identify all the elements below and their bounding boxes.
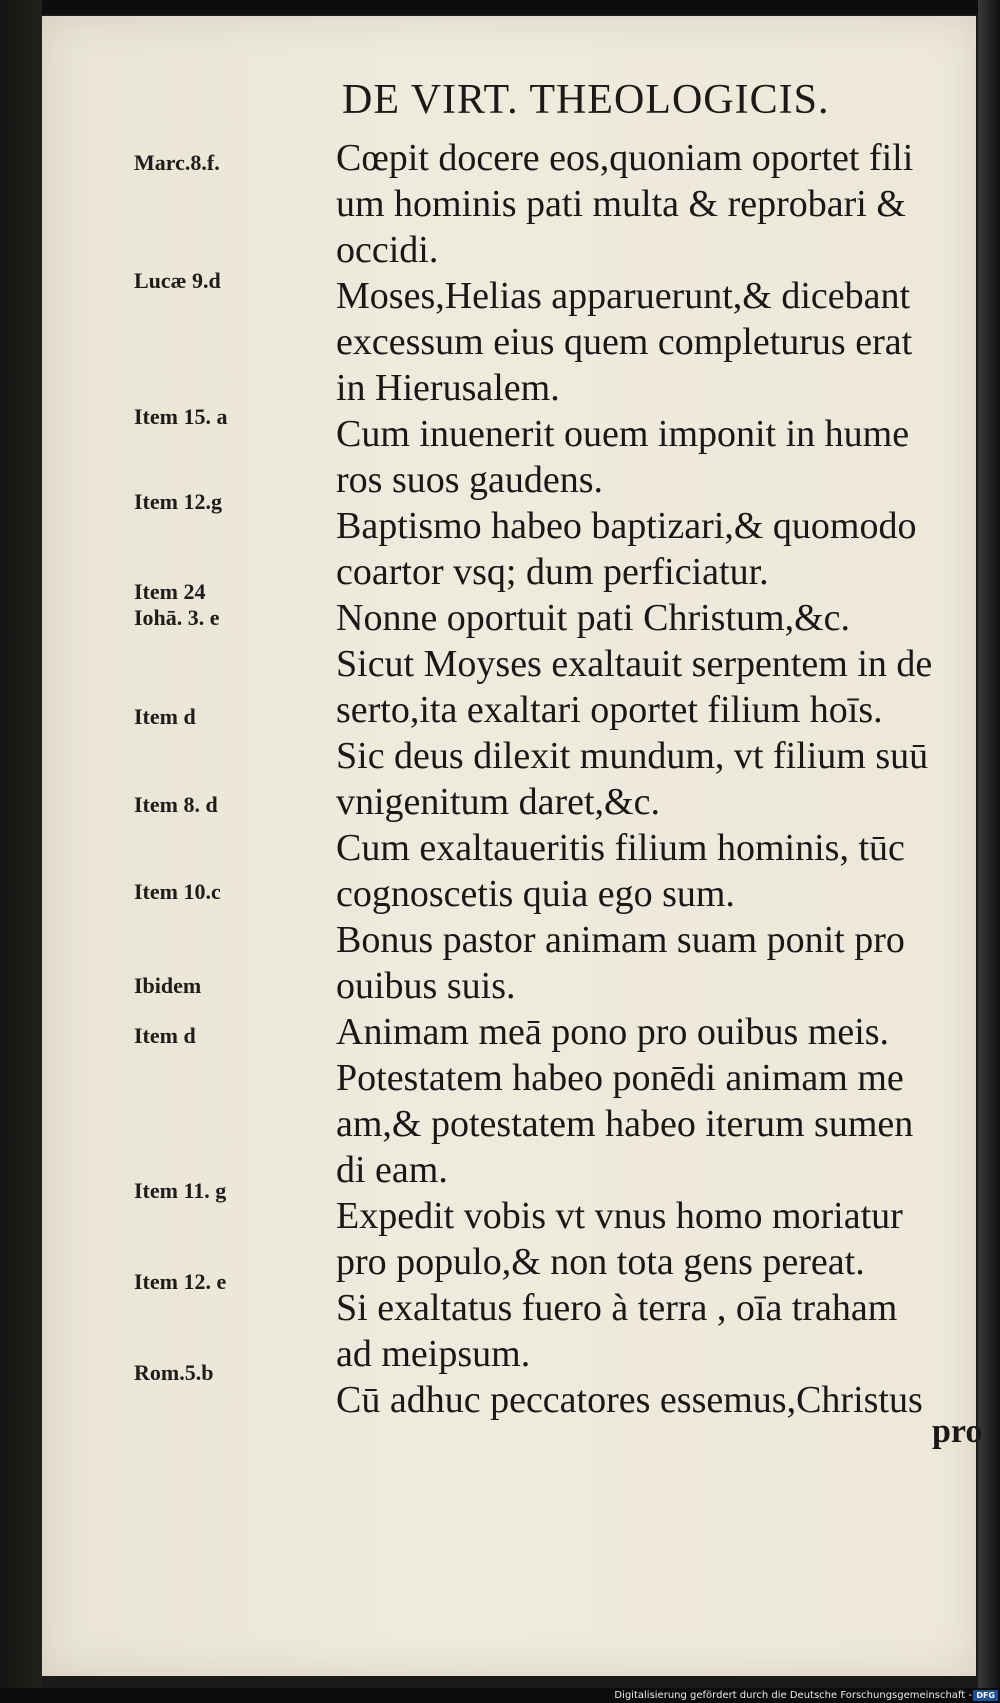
margin-note: Iohā. 3. e <box>134 605 220 630</box>
text-line: Si exaltatus fuero à terra , oīa traham <box>336 1287 898 1329</box>
text-line: pro populo,& non tota gens pereat. <box>336 1241 865 1283</box>
text-line: Moses,Helias apparuerunt,& dicebant <box>336 275 911 317</box>
text-line: in Hierusalem. <box>336 367 560 409</box>
margin-note: Lucæ 9.d <box>134 268 221 293</box>
text-line: ad meipsum. <box>336 1333 531 1375</box>
text-line: ros suos gaudens. <box>336 459 604 501</box>
text-line: excessum eius quem completurus erat <box>336 321 913 363</box>
text-line: Cum exaltaueritis filium hominis, tūc <box>336 827 905 869</box>
text-line: Cœpit docere eos,quoniam oportet fili <box>336 137 914 179</box>
text-line: Sic deus dilexit mundum, vt filium suū <box>336 735 929 777</box>
text-line: occidi. <box>336 229 439 271</box>
text-line: Animam meā pono pro ouibus meis. <box>336 1011 890 1053</box>
text-line: Nonne oportuit pati Christum,&c. <box>336 597 851 639</box>
text-line: serto,ita exaltari oportet filium hoīs. <box>336 689 883 731</box>
margin-note: Item 24 <box>134 579 206 604</box>
running-head: DE VIRT. THEOLOGICIS. <box>342 77 830 123</box>
text-line: cognoscetis quia ego sum. <box>336 873 735 915</box>
margin-note: Item 11. g <box>134 1178 227 1203</box>
digitization-credit: Digitalisierung gefördert durch die Deutsche Forschungsgemeinschaft - <box>614 1690 972 1701</box>
text-line: am,& potestatem habeo iterum sumen <box>336 1103 914 1145</box>
text-line: Potestatem habeo ponēdi animam me <box>336 1057 904 1099</box>
text-line: coartor vsq; dum perficiatur. <box>336 551 769 593</box>
margin-note: Item 8. d <box>134 792 218 817</box>
scan-left-edge <box>0 0 42 1703</box>
text-line: Bonus pastor animam suam ponit pro <box>336 919 905 961</box>
margin-note: Item 12. e <box>134 1269 227 1294</box>
text-line: Baptismo habeo baptizari,& quomodo <box>336 505 917 547</box>
text-line: Expedit vobis vt vnus homo moriatur <box>336 1195 903 1237</box>
text-line: Cum inuenerit ouem imponit in hume <box>336 413 910 455</box>
margin-note: Ibidem <box>134 973 202 998</box>
text-line: Sicut Moyses exaltauit serpentem in de <box>336 643 933 685</box>
margin-note: Item 15. a <box>134 404 228 429</box>
margin-note: Item 10.c <box>134 879 221 904</box>
margin-note: Rom.5.b <box>134 1360 214 1385</box>
margin-note: Item 12.g <box>134 489 222 514</box>
text-line: di eam. <box>336 1149 448 1191</box>
margin-note: Item d <box>134 704 196 729</box>
text-line: ouibus suis. <box>336 965 516 1007</box>
scan-top-edge <box>0 0 1000 14</box>
margin-note: Item d <box>134 1023 196 1048</box>
book-page <box>42 16 983 1676</box>
text-line: um hominis pati multa & reprobari & <box>336 183 906 225</box>
text-line: Cū adhuc peccatores essemus,Christus <box>336 1379 923 1421</box>
catchword: pro <box>932 1413 983 1450</box>
dfg-logo-icon: DFG <box>973 1690 998 1701</box>
text-line: vnigenitum daret,&c. <box>336 781 660 823</box>
margin-note: Marc.8.f. <box>134 150 220 175</box>
